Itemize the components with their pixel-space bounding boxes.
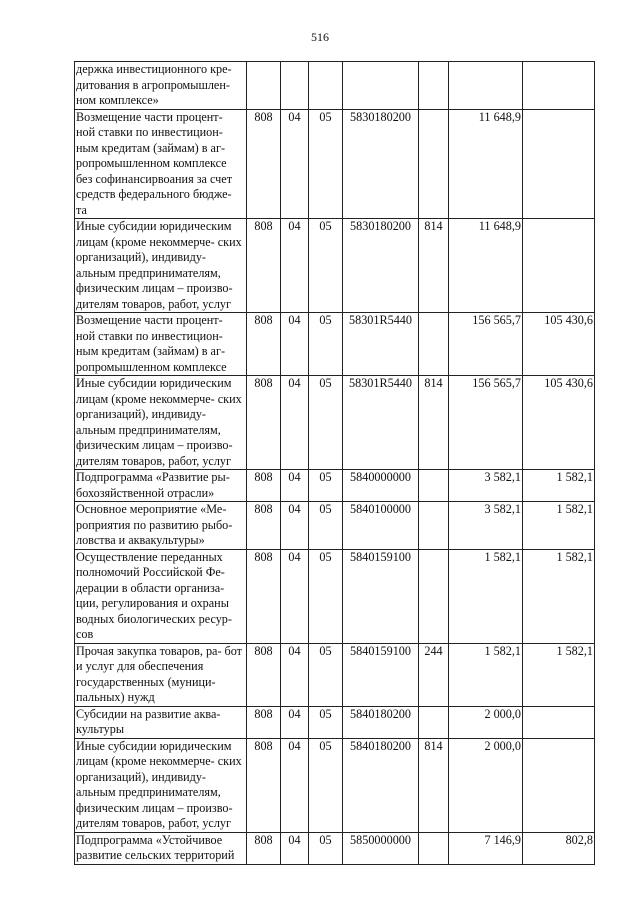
cell-section-code [281, 62, 309, 110]
cell-name: Возмещение части процент- ной ставки по инвестицион- ным кредитам (займам) в аг- ропромышленном комплексе [75, 313, 247, 376]
cell-amount-1: 7 146,9 [449, 832, 523, 864]
cell-section-code: 04 [281, 832, 309, 864]
budget-table [74, 61, 595, 865]
cell-section-code: 04 [281, 643, 309, 706]
cell-target-article: 5840100000 [343, 502, 419, 550]
cell-ministry-code: 808 [247, 376, 281, 470]
cell-expense-type: 244 [419, 643, 449, 706]
cell-amount-2: 802,8 [523, 832, 595, 864]
cell-target-article: 5830180200 [343, 109, 419, 219]
table-row [75, 470, 595, 502]
cell-section-code: 04 [281, 219, 309, 313]
cell-subsection-code: 05 [309, 738, 343, 832]
cell-section-code: 04 [281, 738, 309, 832]
cell-ministry-code: 808 [247, 706, 281, 738]
cell-name: Иные субсидии юридическим лицам (кроме некоммерче- ских организаций), индивиду- альным предпринимателям, физическим лицам – произво- дителям товаров, работ, услуг [75, 376, 247, 470]
cell-amount-2 [523, 62, 595, 110]
cell-target-article: 5830180200 [343, 219, 419, 313]
cell-amount-1: 156 565,7 [449, 313, 523, 376]
cell-amount-1: 2 000,0 [449, 706, 523, 738]
cell-amount-1: 11 648,9 [449, 219, 523, 313]
cell-amount-1: 3 582,1 [449, 502, 523, 550]
cell-name: Возмещение части процент- ной ставки по инвестицион- ным кредитам (займам) в аг- ропромышленном комплексе без софинансирвоания за счет средств федерального бюдже- та [75, 109, 247, 219]
cell-subsection-code: 05 [309, 376, 343, 470]
cell-subsection-code: 05 [309, 109, 343, 219]
cell-expense-type [419, 706, 449, 738]
page-number: 516 [311, 30, 329, 44]
table-row [75, 832, 595, 864]
cell-subsection-code [309, 62, 343, 110]
cell-expense-type: 814 [419, 376, 449, 470]
cell-amount-1: 2 000,0 [449, 738, 523, 832]
cell-amount-2 [523, 706, 595, 738]
cell-expense-type [419, 502, 449, 550]
cell-ministry-code: 808 [247, 832, 281, 864]
cell-amount-2: 1 582,1 [523, 470, 595, 502]
table-row [75, 706, 595, 738]
cell-ministry-code: 808 [247, 643, 281, 706]
cell-expense-type [419, 549, 449, 643]
cell-target-article: 5840000000 [343, 470, 419, 502]
cell-expense-type: 814 [419, 738, 449, 832]
cell-section-code: 04 [281, 502, 309, 550]
cell-amount-1: 3 582,1 [449, 470, 523, 502]
cell-amount-1: 1 582,1 [449, 549, 523, 643]
cell-section-code: 04 [281, 549, 309, 643]
cell-target-article: 5840180200 [343, 706, 419, 738]
cell-name: Субсидии на развитие аква- культуры [75, 706, 247, 738]
cell-expense-type [419, 109, 449, 219]
table-row [75, 643, 595, 706]
table-row [75, 738, 595, 832]
cell-ministry-code: 808 [247, 109, 281, 219]
table-row [75, 376, 595, 470]
cell-section-code: 04 [281, 706, 309, 738]
table-body [75, 62, 595, 865]
cell-subsection-code: 05 [309, 643, 343, 706]
cell-expense-type: 814 [419, 219, 449, 313]
cell-target-article [343, 62, 419, 110]
cell-name: Прочая закупка товаров, ра- бот и услуг для обеспечения государственных (муници- пальных) нужд [75, 643, 247, 706]
table-row [75, 502, 595, 550]
cell-amount-2 [523, 109, 595, 219]
cell-amount-2 [523, 219, 595, 313]
cell-target-article: 5840159100 [343, 549, 419, 643]
cell-section-code: 04 [281, 109, 309, 219]
cell-target-article: 58301R5440 [343, 376, 419, 470]
cell-amount-1: 11 648,9 [449, 109, 523, 219]
cell-subsection-code: 05 [309, 470, 343, 502]
cell-target-article: 58301R5440 [343, 313, 419, 376]
cell-amount-1: 156 565,7 [449, 376, 523, 470]
cell-name: Осуществление переданных полномочий Российской Фе- дерации в области организа- ции, регулирования и охраны водных биологических ресур- сов [75, 549, 247, 643]
cell-ministry-code [247, 62, 281, 110]
cell-amount-2: 1 582,1 [523, 549, 595, 643]
cell-ministry-code: 808 [247, 470, 281, 502]
cell-expense-type [419, 313, 449, 376]
table-row [75, 313, 595, 376]
cell-subsection-code: 05 [309, 219, 343, 313]
cell-amount-2: 1 582,1 [523, 502, 595, 550]
cell-section-code: 04 [281, 376, 309, 470]
cell-expense-type [419, 62, 449, 110]
cell-ministry-code: 808 [247, 502, 281, 550]
cell-target-article: 5850000000 [343, 832, 419, 864]
cell-name: Подпрограмма «Устойчивое развитие сельских территорий [75, 832, 247, 864]
cell-subsection-code: 05 [309, 706, 343, 738]
cell-amount-2: 105 430,6 [523, 313, 595, 376]
cell-amount-2 [523, 738, 595, 832]
cell-subsection-code: 05 [309, 502, 343, 550]
cell-name: Иные субсидии юридическим лицам (кроме некоммерче- ских организаций), индивиду- альным предпринимателям, физическим лицам – произво- дителям товаров, работ, услуг [75, 219, 247, 313]
cell-ministry-code: 808 [247, 738, 281, 832]
cell-amount-2: 1 582,1 [523, 643, 595, 706]
cell-subsection-code: 05 [309, 549, 343, 643]
cell-amount-2: 105 430,6 [523, 376, 595, 470]
cell-name: Подпрограмма «Развитие ры- бохозяйственной отрасли» [75, 470, 247, 502]
cell-name: Основное мероприятие «Ме- роприятия по развитию рыбо- ловства и аквакультуры» [75, 502, 247, 550]
cell-ministry-code: 808 [247, 219, 281, 313]
cell-section-code: 04 [281, 313, 309, 376]
cell-name: держка инвестиционного кре- дитования в агропромышлен- ном комплексе» [75, 62, 247, 110]
cell-amount-1: 1 582,1 [449, 643, 523, 706]
table-row [75, 62, 595, 110]
table-row [75, 219, 595, 313]
cell-section-code: 04 [281, 470, 309, 502]
cell-expense-type [419, 832, 449, 864]
cell-name: Иные субсидии юридическим лицам (кроме некоммерче- ских организаций), индивиду- альным предпринимателям, физическим лицам – произво- дителям товаров, работ, услуг [75, 738, 247, 832]
cell-amount-1 [449, 62, 523, 110]
cell-expense-type [419, 470, 449, 502]
cell-target-article: 5840159100 [343, 643, 419, 706]
cell-target-article: 5840180200 [343, 738, 419, 832]
table-row [75, 109, 595, 219]
table-row [75, 549, 595, 643]
cell-ministry-code: 808 [247, 313, 281, 376]
cell-subsection-code: 05 [309, 832, 343, 864]
cell-ministry-code: 808 [247, 549, 281, 643]
cell-subsection-code: 05 [309, 313, 343, 376]
